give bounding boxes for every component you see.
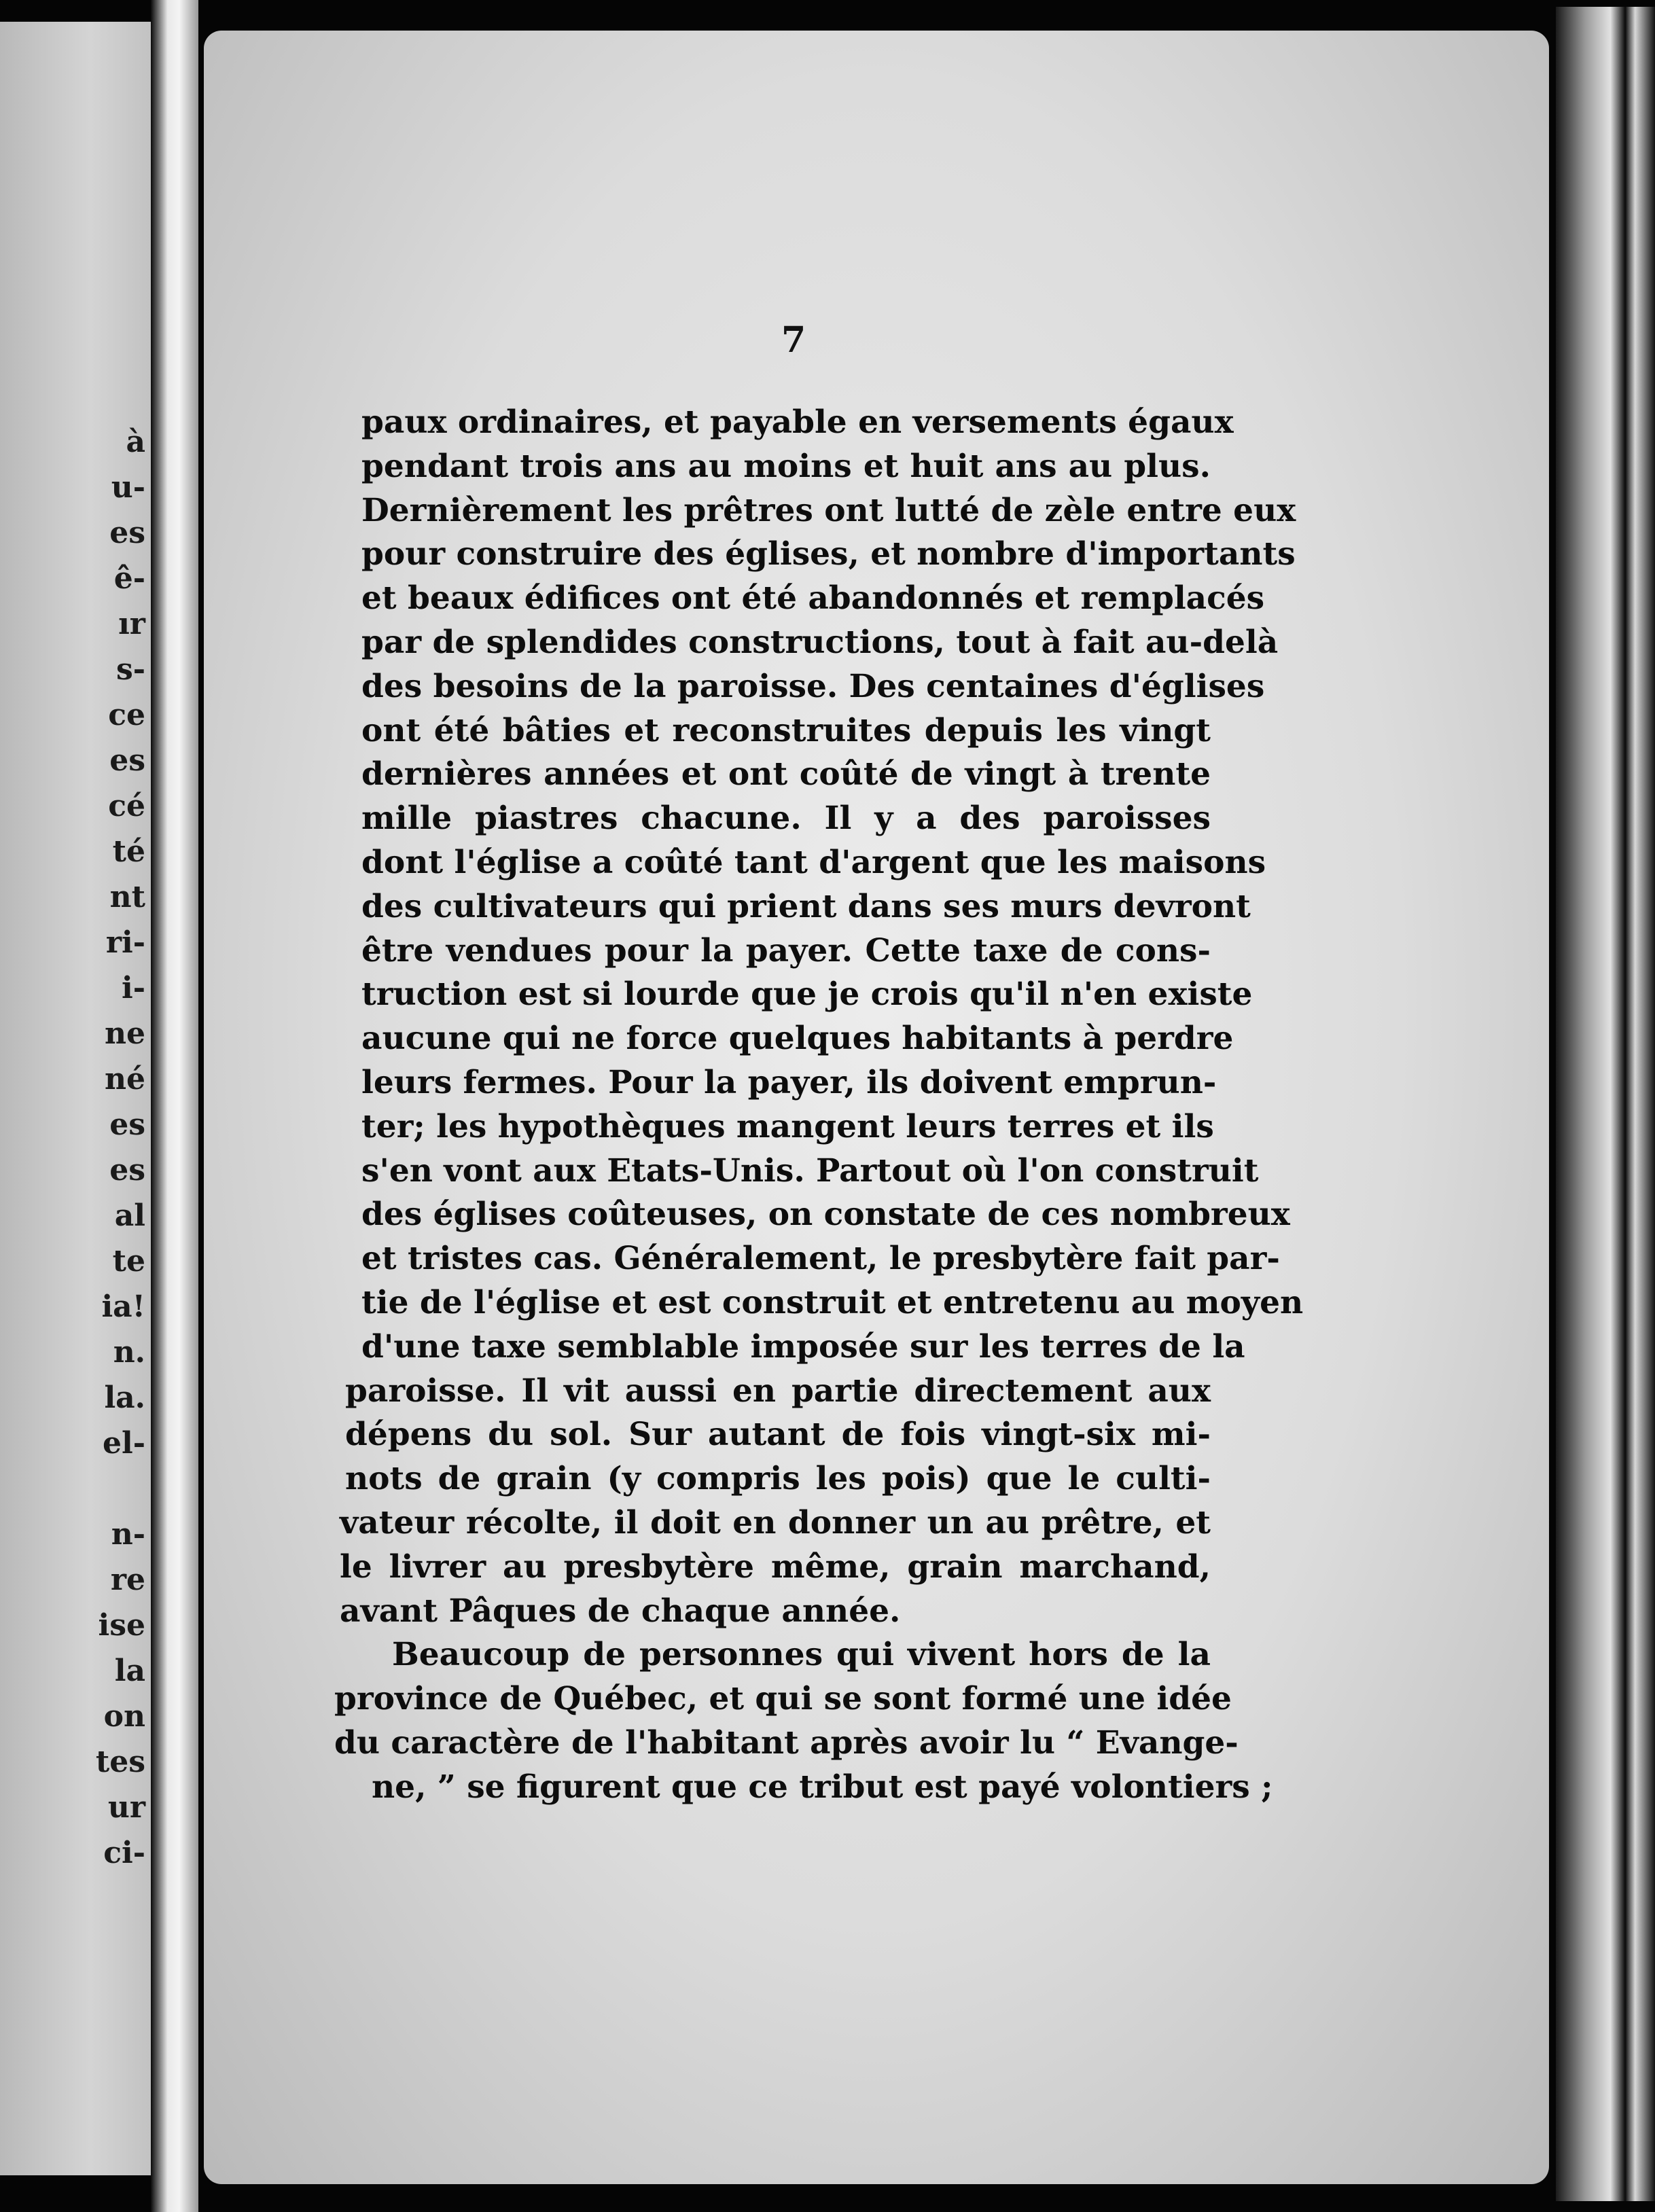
text-line: pendant trois ans au moins et huit ans au plus. — [361, 447, 1211, 485]
fragment: re — [110, 1563, 145, 1597]
book-gutter — [151, 0, 198, 2212]
text-line: vateur récolte, il doit en donner un au prêtre, et — [340, 1503, 1211, 1541]
fragment: s- — [115, 652, 145, 687]
fragment: la — [114, 1654, 145, 1688]
text-line: et tristes cas. Généralement, le presbytère fait par- — [361, 1240, 1280, 1278]
text-line: par de splendides constructions, tout à fait au-delà — [361, 623, 1279, 661]
text-line: dont l'église a coûté tant d'argent que les maisons — [361, 843, 1266, 881]
text-line: mille piastres chacune. Il y a des paroisses — [361, 800, 1211, 838]
fragment: ır — [118, 607, 145, 641]
fragment: ia! — [101, 1289, 145, 1324]
fragment: la. — [104, 1380, 145, 1415]
fragment: ce — [108, 698, 145, 732]
body-text — [334, 401, 1304, 1810]
text-line: aucune qui ne force quelques habitants à perdre — [361, 1020, 1234, 1058]
fragment: ur — [107, 1790, 145, 1825]
fragment: es — [109, 743, 145, 778]
fragment: cé — [108, 789, 145, 823]
fragment: n- — [111, 1517, 145, 1552]
text-line: ont été bâties et reconstruites depuis les vingt — [361, 711, 1211, 749]
text-line: paux ordinaires, et payable en versements égaux — [361, 404, 1234, 441]
fragment: es — [109, 516, 145, 550]
text-line: nots de grain (y compris les pois) que le culti- — [345, 1460, 1211, 1498]
text-line: être vendues pour la payer. Cette taxe de cons- — [361, 931, 1211, 969]
text-line: dépens du sol. Sur autant de fois vingt-six mi- — [345, 1416, 1211, 1454]
fragment: on — [103, 1699, 145, 1734]
text-line: dernières années et ont coûté de vingt à trente — [361, 755, 1211, 793]
fragment: nt — [109, 880, 145, 914]
fragment: ri- — [105, 925, 145, 960]
text-line: s'en vont aux Etats-Unis. Partout où l'on construit — [361, 1152, 1259, 1190]
text-line: le livrer au presbytère même, grain marchand, — [340, 1548, 1211, 1586]
fragment: el- — [103, 1426, 145, 1461]
text-line: ne, ” se figurent que ce tribut est payé volontiers ; — [372, 1768, 1273, 1806]
fragment: i- — [122, 971, 145, 1005]
fragment: u- — [111, 470, 145, 505]
page-number: 7 — [781, 319, 806, 361]
fragment: té — [112, 834, 145, 869]
right-page-edge — [1556, 7, 1655, 2201]
text-line: des besoins de la paroisse. Des centaines d'églises — [361, 667, 1265, 705]
fragment: ne — [105, 1016, 145, 1051]
fragment: al — [114, 1198, 145, 1233]
text-line: Beaucoup de personnes qui vivent hors de la — [392, 1636, 1211, 1674]
text-line: avant Pâques de chaque année. — [340, 1592, 901, 1630]
text-line: des cultivateurs qui prient dans ses murs devront — [361, 887, 1251, 925]
fragment: es — [109, 1107, 145, 1142]
text-line: du caractère de l'habitant après avoir lu “ Evange- — [334, 1724, 1239, 1762]
fragment: né — [105, 1062, 145, 1096]
text-line: et beaux édifices ont été abandonnés et remplacés — [361, 579, 1265, 618]
text-line: paroisse. Il vit aussi en partie directement aux — [345, 1372, 1211, 1410]
fragment: ci- — [103, 1836, 145, 1870]
text-line: province de Québec, et qui se sont formé une idée — [334, 1680, 1232, 1718]
fragment: ê- — [113, 561, 145, 596]
text-line: ter; les hypothèques mangent leurs terres et ils — [361, 1107, 1214, 1145]
text-line: truction est si lourde que je crois qu'il n'en existe — [361, 976, 1253, 1014]
fragment: n. — [113, 1335, 145, 1370]
fragment: ise — [98, 1608, 145, 1643]
text-line: des églises coûteuses, on constate de ces nombreux — [361, 1196, 1290, 1234]
fragment: es — [109, 1153, 145, 1188]
text-line: tie de l'église et est construit et entretenu au moyen — [361, 1283, 1304, 1321]
text-line: pour construire des églises, et nombre d'importants — [361, 535, 1296, 573]
text-line: leurs fermes. Pour la payer, ils doivent emprun- — [361, 1063, 1217, 1101]
fragment: te — [112, 1244, 145, 1279]
fragment: à — [126, 425, 145, 459]
text-line: d'une taxe semblable imposée sur les terres de la — [361, 1327, 1245, 1366]
fragment: tes — [95, 1745, 145, 1779]
text-line: Dernièrement les prêtres ont lutté de zèle entre eux — [361, 491, 1296, 529]
